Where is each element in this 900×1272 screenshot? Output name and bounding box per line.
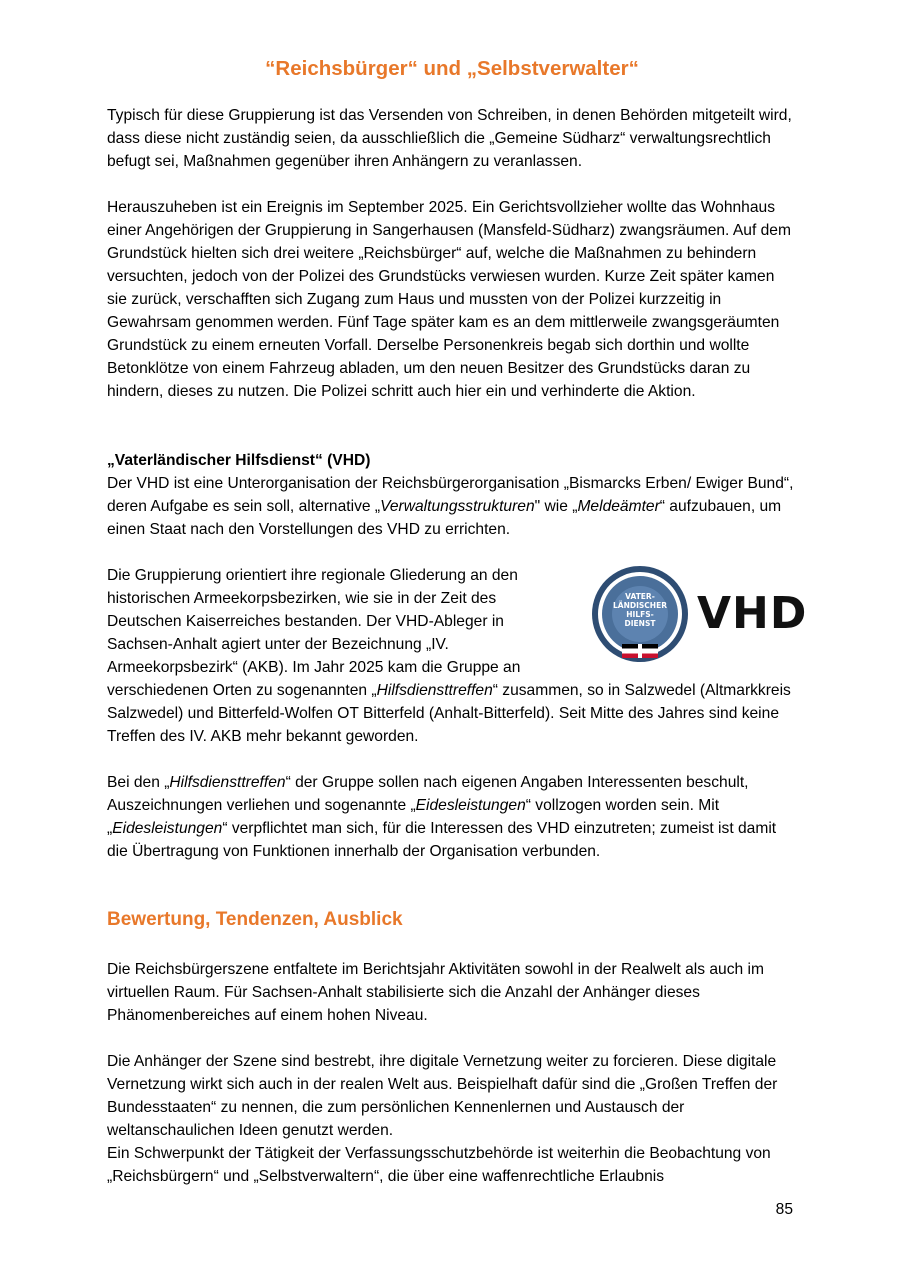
paragraph-meetings bbox=[107, 771, 797, 863]
text-italic: Hilfsdiensttreffen bbox=[169, 774, 286, 791]
line: Sachsen-Anhalt agiert unter der Bezeichnung „IV. bbox=[107, 636, 449, 653]
vhd-heading: „Vaterländischer Hilfsdienst“ (VHD) bbox=[107, 452, 371, 469]
paragraph-digital-networking: Die Anhänger der Szene sind bestrebt, ihre digitale Vernetzung weiter zu forcieren. Diese digitale Vernetzung wirkt sich auch in der realen Welt aus. Beispielhaft dafür sind die „Großen Treffen der Bundesstaaten“ zu nennen, die zum persönlichen Kennenlernen und Austausch der weltanschaulichen Ideen genutzt werden. bbox=[107, 1053, 778, 1139]
vhd-section bbox=[107, 449, 797, 541]
text-part: verschiedenen Orten zu sogenannten „ bbox=[107, 682, 377, 699]
line: Deutschen Kaiserreiches bestanden. Der VHD-Ableger in bbox=[107, 613, 504, 630]
page-title: “Reichsbürger“ und „Selbstverwalter“ bbox=[265, 57, 639, 80]
vhd-text-part: “ aufzubauen, um einen Staat nach den Vorstellungen des VHD zu errichten. bbox=[107, 498, 782, 538]
text-part: “ verpflichtet man sich, für die Interessen des VHD einzutreten; zumeist ist damit die Übertragung von Funktionen innerhalb der Organisation verbunden. bbox=[107, 820, 777, 860]
paragraph-assessment: Die Reichsbürgerszene entfaltete im Berichtsjahr Aktivitäten sowohl in der Realwelt als auch im virtuellen Raum. Für Sachsen-Anhalt stabilisierte sich die Anzahl der Anhänger dieses Phänomenbereiches auf einem hohen Niveau. bbox=[107, 961, 764, 1024]
vhd-text-italic: Verwaltungsstrukturen bbox=[380, 498, 535, 515]
vhd-wordmark: VHD bbox=[697, 588, 808, 639]
seal-text-1: VATER- bbox=[625, 592, 655, 601]
seal-text-4: DIENST bbox=[624, 619, 656, 628]
text-italic: Eidesleistungen bbox=[112, 820, 223, 837]
vhd-logo bbox=[589, 564, 808, 666]
line: Armeekorpsbezirk“ (AKB). Im Jahr 2025 kam die Gruppe an bbox=[107, 659, 521, 676]
text-part: “ zusammen, so in Salzwedel (Altmarkkreis Salzwedel) und Bitterfeld-Wolfen OT Bitterfeld (Anhalt-Bitterfeld). Seit Mitte des Jahres sind keine Treffen des IV. AKB mehr bekannt geworden. bbox=[107, 682, 791, 745]
flag-divider bbox=[638, 644, 642, 658]
seal-text-3: HILFS- bbox=[626, 610, 654, 619]
text-italic: Hilfsdiensttreffen bbox=[376, 682, 493, 699]
paragraph-focus: Ein Schwerpunkt der Tätigkeit der Verfassungsschutzbehörde ist weiterhin die Beobachtung von „Reichsbürgern“ und „Selbstverwaltern“, die über eine waffenrechtliche Erlaubnis bbox=[107, 1145, 771, 1185]
page-number: 85 bbox=[775, 1201, 793, 1218]
vhd-text bbox=[107, 475, 793, 538]
line: historischen Armeekorpsbezirken, wie sie in der Zeit des bbox=[107, 590, 497, 607]
text-part: “ der Gruppe sollen nach eigenen Angaben Interessenten beschult, Auszeichnungen verliehen und sogenannte „ bbox=[107, 774, 749, 814]
vhd-seal-icon bbox=[589, 564, 691, 666]
section-heading-assessment: Bewertung, Tendenzen, Ausblick bbox=[107, 909, 403, 930]
line: Die Gruppierung orientiert ihre regionale Gliederung an den bbox=[107, 567, 518, 584]
paragraph-event-september: Herauszuheben ist ein Ereignis im September 2025. Ein Gerichtsvollzieher wollte das Wohnhaus einer Angehörigen der Gruppierung in Sangerhausen (Mansfeld-Südharz) zwangsräumen. Auf dem Grundstück hielten sich drei weitere „Reichsbürger“ auf, welche die Maßnahmen zu behindern versuchten, jedoch von der Polizei des Grundstücks verwiesen wurden. Kurze Zeit später kamen sie zurück, verschafften sich Zugang zum Haus und mussten von der Polizei kurzzeitig in Gewahrsam genommen werden. Fünf Tage später kam es an dem mittlerweile zwangsgeräumten Grundstück zu einem erneuten Vorfall. Derselbe Personenkreis begab sich dorthin und wollte Betonklötze von einem Fahrzeug abladen, um den neuen Besitzer des Grundstücks daran zu hindern, dieses zu nutzen. Die Polizei schritt auch hier ein und verhinderte die Aktion. bbox=[107, 199, 791, 400]
paragraph-intro: Typisch für diese Gruppierung ist das Versenden von Schreiben, in denen Behörden mitgeteilt wird, dass diese nicht zuständig seien, da ausschließlich die „Gemeine Südharz“ verwaltungsrechtlich befugt sei, Maßnahmen gegenüber ihren Anhängern zu veranlassen. bbox=[107, 107, 792, 170]
seal-text-2: LÄNDISCHER bbox=[613, 601, 667, 610]
text-part: “ vollzogen worden sein. Mit „ bbox=[107, 797, 720, 837]
vhd-text-part: Der VHD ist eine Unterorganisation der Reichsbürgerorganisation „Bismarcks Erben/ Ewiger Bund“, deren Aufgabe es sein soll, alternative „ bbox=[107, 475, 794, 515]
vhd-text-part: " wie „ bbox=[534, 498, 578, 515]
text-part: Bei den „ bbox=[107, 774, 170, 791]
vhd-text-italic: Meldeämter bbox=[577, 498, 660, 515]
document-page bbox=[107, 0, 808, 1272]
text-italic: Eidesleistungen bbox=[415, 797, 526, 814]
